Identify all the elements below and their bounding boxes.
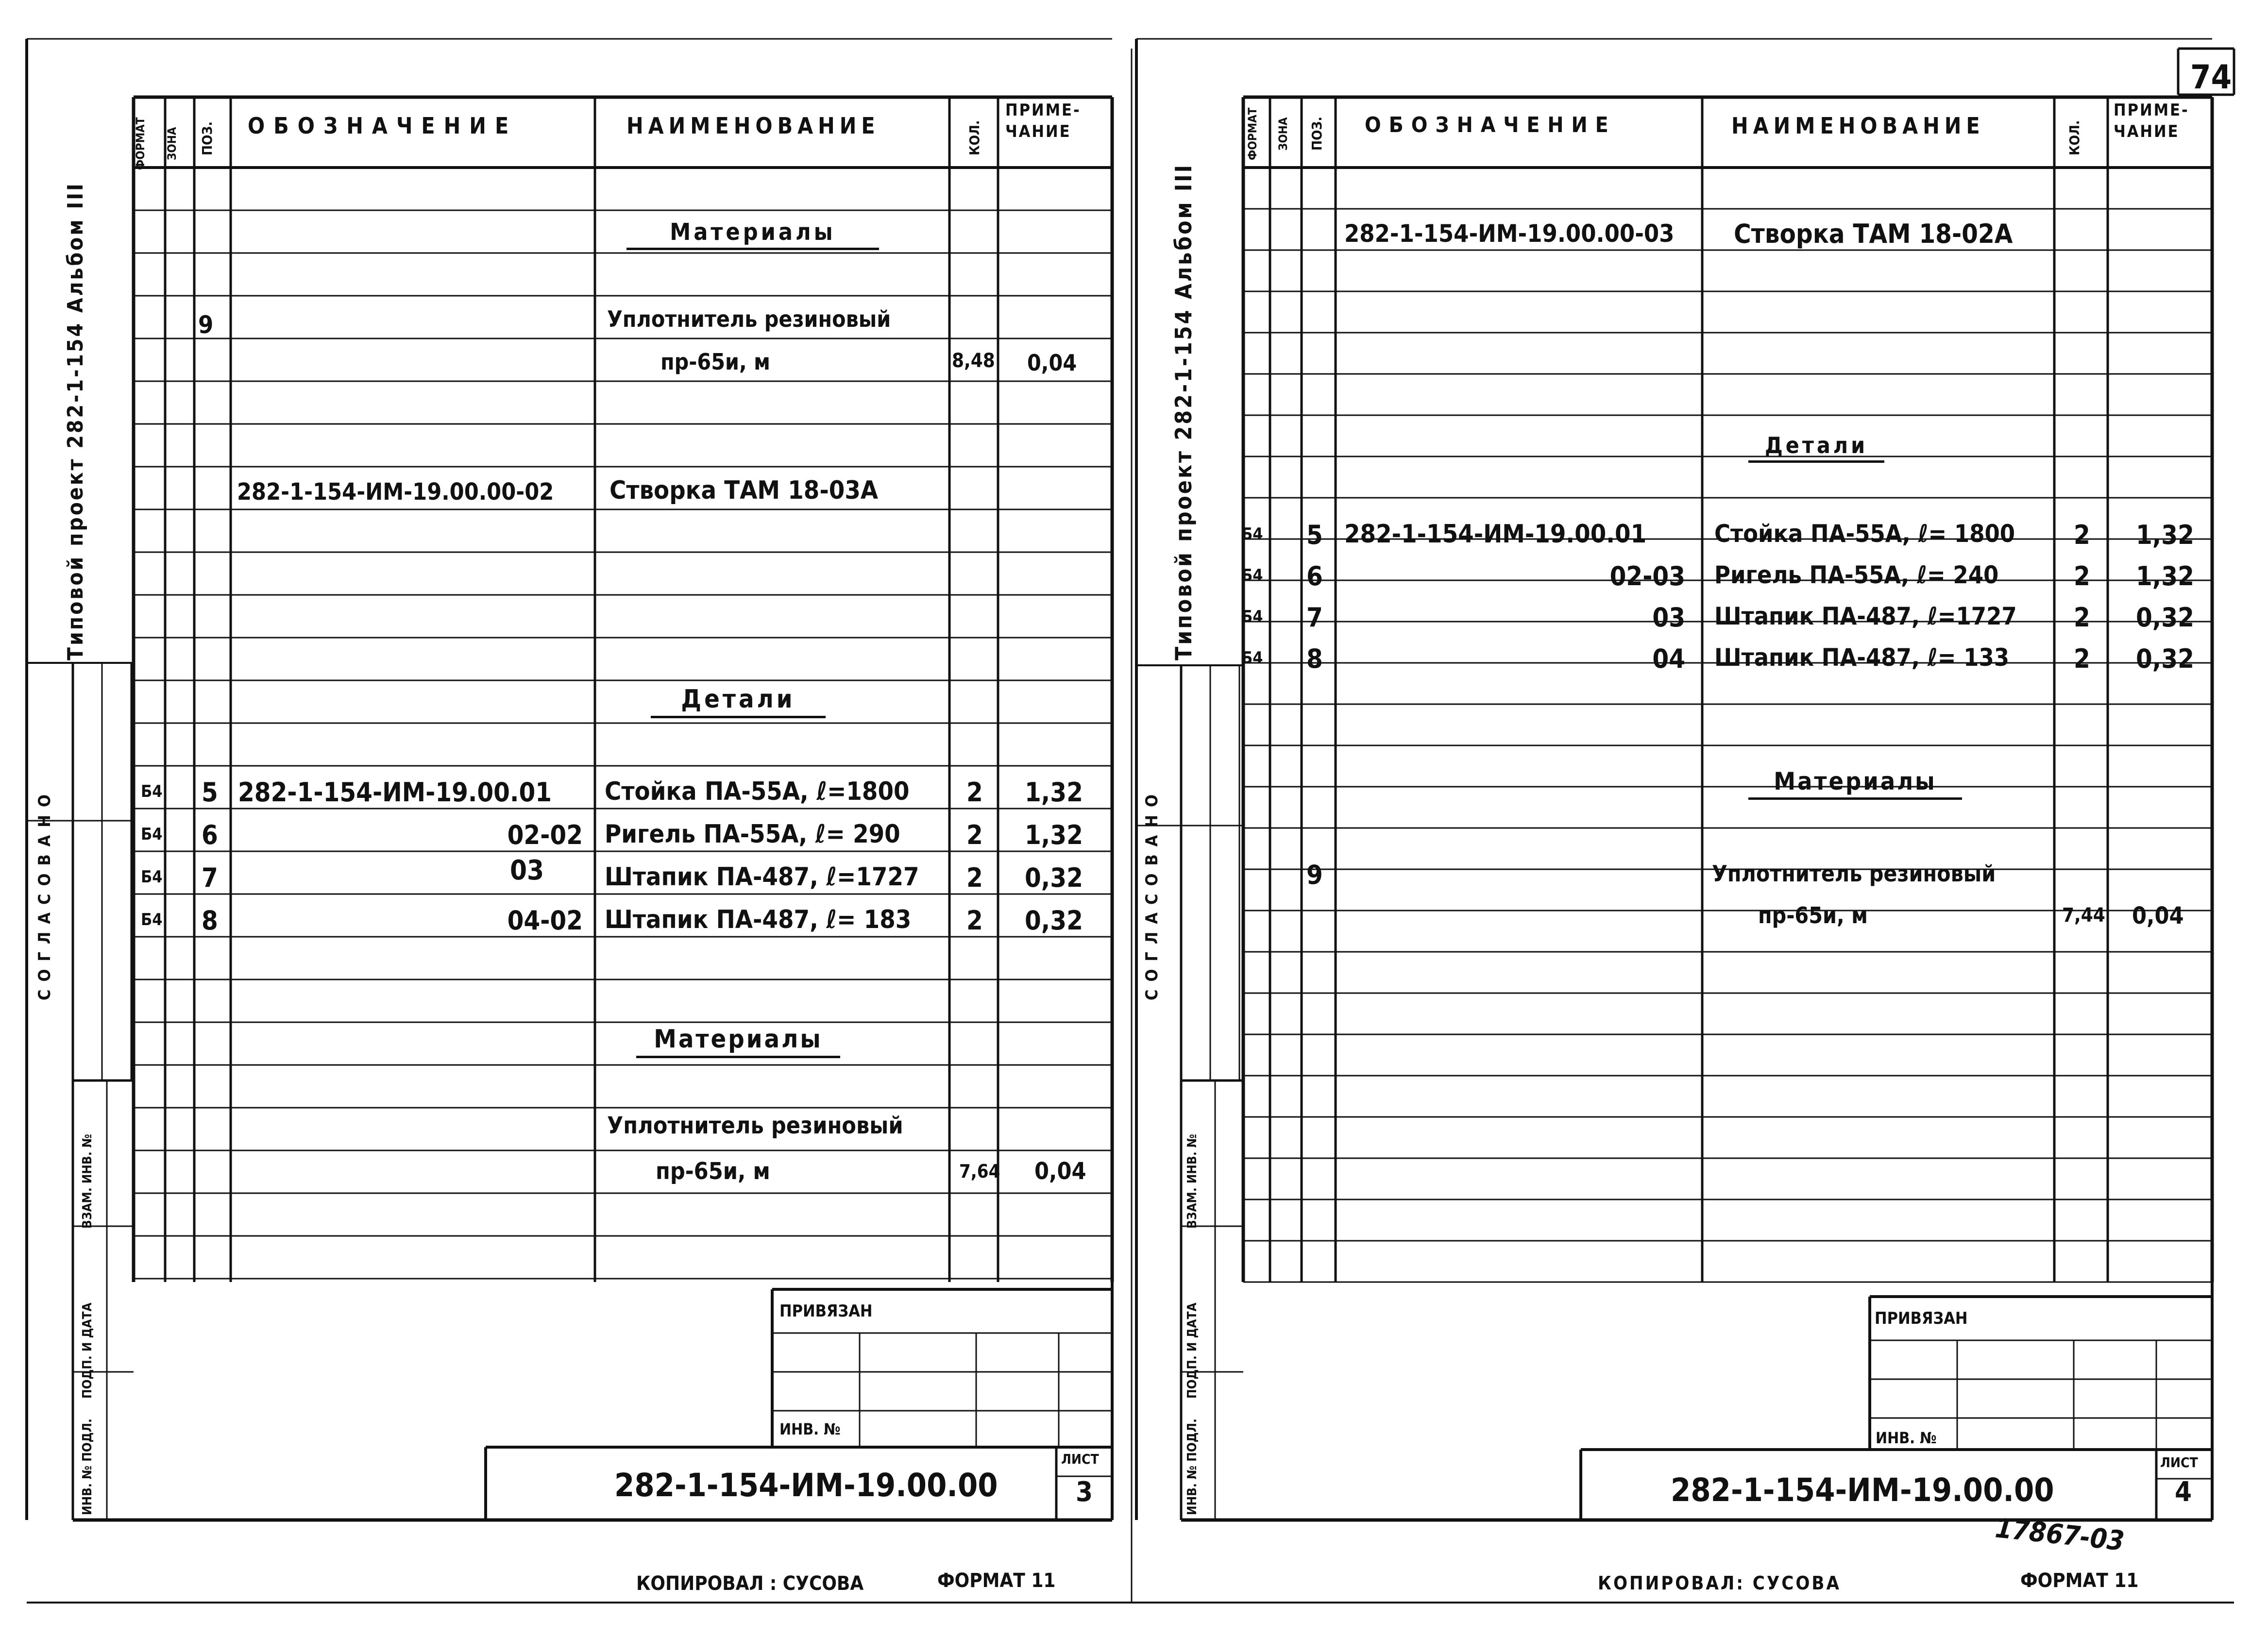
right-row-designation: 04 <box>1652 643 1685 674</box>
left-document-code: 282-1-154-ИМ-19.00.00 <box>614 1467 998 1504</box>
left-stamp-sign: ПОДП. И ДАТА <box>80 1302 95 1399</box>
page-number: 74 <box>2190 58 2232 97</box>
right-header-format: ФОРМАТ <box>1246 107 1259 160</box>
left-row-note: 0,32 <box>1025 862 1083 893</box>
left-stamp-inv: ИНВ. № ПОДЛ. <box>80 1418 95 1515</box>
left-row-name: пр-65и, м <box>660 349 770 375</box>
left-row-qty: 2 <box>966 777 983 808</box>
left-sheet-number: 3 <box>1076 1476 1093 1508</box>
left-inv-label: ИНВ. № <box>779 1420 841 1438</box>
left-row-name: Ригель ПА-55А, ℓ= 290 <box>605 820 900 849</box>
left-header-zone: ЗОНА <box>165 127 179 160</box>
left-stamp-replace: ВЗАМ. ИНВ. № <box>80 1134 95 1229</box>
right-header-pos: ПОЗ. <box>1309 117 1325 151</box>
left-row-details-heading: Детали <box>651 685 826 718</box>
left-header-format: ФОРМАТ <box>134 117 147 170</box>
right-row-name: Ригель ПА-55А, ℓ= 240 <box>1714 561 1999 589</box>
right-row-format: Б4 <box>1241 648 1263 668</box>
left-row-materials-heading: Материалы <box>626 219 879 250</box>
left-row-qty: 7,64 <box>959 1161 1000 1182</box>
right-row-name: Штапик ПА-487, ℓ= 133 <box>1714 643 2010 672</box>
right-row-qty: 2 <box>2074 561 2090 591</box>
left-row-designation: 03 <box>510 855 544 886</box>
left-row-note: 1,32 <box>1025 777 1083 808</box>
right-row-designation: 282-1-154-ИМ-19.00.00-03 <box>1344 220 1675 248</box>
left-row-pos: 9 <box>198 311 214 339</box>
right-header-zone: ЗОНА <box>1276 117 1290 151</box>
right-row-pos: 8 <box>1306 643 1323 674</box>
left-row-format: Б4 <box>141 867 163 887</box>
left-row-designation: 02-02 <box>507 820 583 850</box>
left-row-name: Уплотнитель резиновый <box>607 1112 903 1139</box>
left-row-pos: 8 <box>202 905 218 936</box>
left-format: ФОРМАТ 11 <box>937 1570 1056 1592</box>
right-inv-label: ИНВ. № <box>1876 1429 1937 1447</box>
left-row-note: 0,32 <box>1025 905 1083 936</box>
left-row-format: Б4 <box>141 825 163 844</box>
right-row-note: 0,32 <box>2136 602 2194 633</box>
right-row-pos: 9 <box>1306 860 1323 890</box>
right-header-note: ПРИМЕ-ЧАНИЕ <box>2114 101 2189 141</box>
right-privyazan-label: ПРИВЯЗАН <box>1875 1309 1968 1328</box>
left-row-name: Штапик ПА-487, ℓ=1727 <box>605 862 919 892</box>
right-row-format: Б4 <box>1241 524 1263 544</box>
left-row-name: Створка ТАМ 18-03А <box>609 476 879 505</box>
left-row-qty: 2 <box>966 905 983 936</box>
left-row-note: 1,32 <box>1025 820 1083 850</box>
left-copied-by: КОПИРОВАЛ : СУСОВА <box>636 1572 864 1595</box>
right-row-format: Б4 <box>1241 566 1263 585</box>
right-row-name: пр-65и, м <box>1758 902 1868 929</box>
left-header-qty: КОЛ. <box>966 120 982 155</box>
left-side-title: Типовой проект 282-1-154 Альбом III <box>63 182 88 660</box>
right-row-materials-heading: Материалы <box>1748 767 1962 800</box>
left-row-designation: 04-02 <box>507 905 583 936</box>
right-stamp-inv: ИНВ. № ПОДЛ. <box>1185 1418 1200 1515</box>
left-row-format: Б4 <box>141 910 163 929</box>
right-copied-by: КОПИРОВАЛ: СУСОВА <box>1598 1572 1841 1594</box>
left-sheet-label: ЛИСТ <box>1061 1451 1099 1467</box>
left-row-name: пр-65и, м <box>656 1158 770 1185</box>
right-row-designation: 282-1-154-ИМ-19.00.01 <box>1344 520 1647 549</box>
right-header-name: НАИМЕНОВАНИЕ <box>1731 113 1985 139</box>
left-row-name: Штапик ПА-487, ℓ= 183 <box>605 905 912 934</box>
left-row-format: Б4 <box>141 782 163 801</box>
left-header-pos: ПОЗ. <box>199 121 215 155</box>
left-row-qty: 2 <box>966 862 983 893</box>
left-row-note: 0,04 <box>1034 1158 1086 1185</box>
left-header-name: НАИМЕНОВАНИЕ <box>626 113 880 139</box>
right-row-qty: 2 <box>2074 643 2090 674</box>
right-header-designation: ОБОЗНАЧЕНИЕ <box>1365 113 1616 137</box>
left-privyazan-label: ПРИВЯЗАН <box>779 1301 873 1321</box>
left-row-name: Стойка ПА-55А, ℓ=1800 <box>605 777 910 806</box>
left-row-qty: 8,48 <box>952 350 995 372</box>
right-row-note: 0,04 <box>2132 902 2184 929</box>
left-row-qty: 2 <box>966 820 983 850</box>
right-row-name: Створка ТАМ 18-02А <box>1734 219 2013 249</box>
right-row-designation: 02-03 <box>1609 561 1685 591</box>
right-row-qty: 7,44 <box>2062 904 2105 927</box>
right-row-note: 0,32 <box>2136 643 2194 674</box>
left-row-note: 0,04 <box>1027 350 1077 376</box>
right-row-note: 1,32 <box>2136 561 2194 591</box>
right-row-designation: 03 <box>1652 602 1685 633</box>
left-row-designation: 282-1-154-ИМ-19.00.00-02 <box>237 478 554 506</box>
right-side-title: Типовой проект 282-1-154 Альбом III <box>1170 163 1197 660</box>
left-row-pos: 5 <box>202 777 218 808</box>
left-row-designation: 282-1-154-ИМ-19.00.01 <box>238 777 552 808</box>
left-header-designation: ОБОЗНАЧЕНИЕ <box>248 113 518 139</box>
right-row-qty: 2 <box>2074 520 2090 550</box>
right-row-pos: 5 <box>1306 520 1323 550</box>
left-approval-label: СОГЛАСОВАНО <box>35 786 54 1000</box>
left-row-pos: 6 <box>202 820 218 850</box>
left-row-materials-heading-2: Материалы <box>636 1025 840 1058</box>
right-row-name: Уплотнитель резиновый <box>1712 861 1996 887</box>
right-sheet-number: 4 <box>2175 1476 2192 1508</box>
right-row-format: Б4 <box>1241 607 1263 626</box>
right-format: ФОРМАТ 11 <box>2020 1570 2139 1592</box>
left-row-pos: 7 <box>202 862 218 893</box>
right-row-note: 1,32 <box>2136 520 2194 550</box>
right-sheet-label: ЛИСТ <box>2160 1454 2198 1470</box>
footer-handwritten-note: 17867-03 <box>1994 1512 2126 1557</box>
right-document-code: 282-1-154-ИМ-19.00.00 <box>1671 1471 2054 1509</box>
left-row-name: Уплотнитель резиновый <box>607 306 891 332</box>
right-row-pos: 7 <box>1306 602 1323 633</box>
right-stamp-replace: ВЗАМ. ИНВ. № <box>1185 1134 1200 1229</box>
right-row-name: Штапик ПА-487, ℓ=1727 <box>1714 602 2017 630</box>
left-header-note: ПРИМЕ-ЧАНИЕ <box>1005 101 1081 141</box>
right-header-qty: КОЛ. <box>2066 120 2082 155</box>
right-row-details-heading: Детали <box>1748 432 1884 463</box>
right-row-name: Стойка ПА-55А, ℓ= 1800 <box>1714 520 2015 548</box>
right-row-pos: 6 <box>1306 561 1323 591</box>
right-stamp-sign: ПОДП. И ДАТА <box>1185 1302 1200 1399</box>
right-row-qty: 2 <box>2074 602 2090 633</box>
right-approval-label: СОГЛАСОВАНО <box>1142 786 1162 1000</box>
